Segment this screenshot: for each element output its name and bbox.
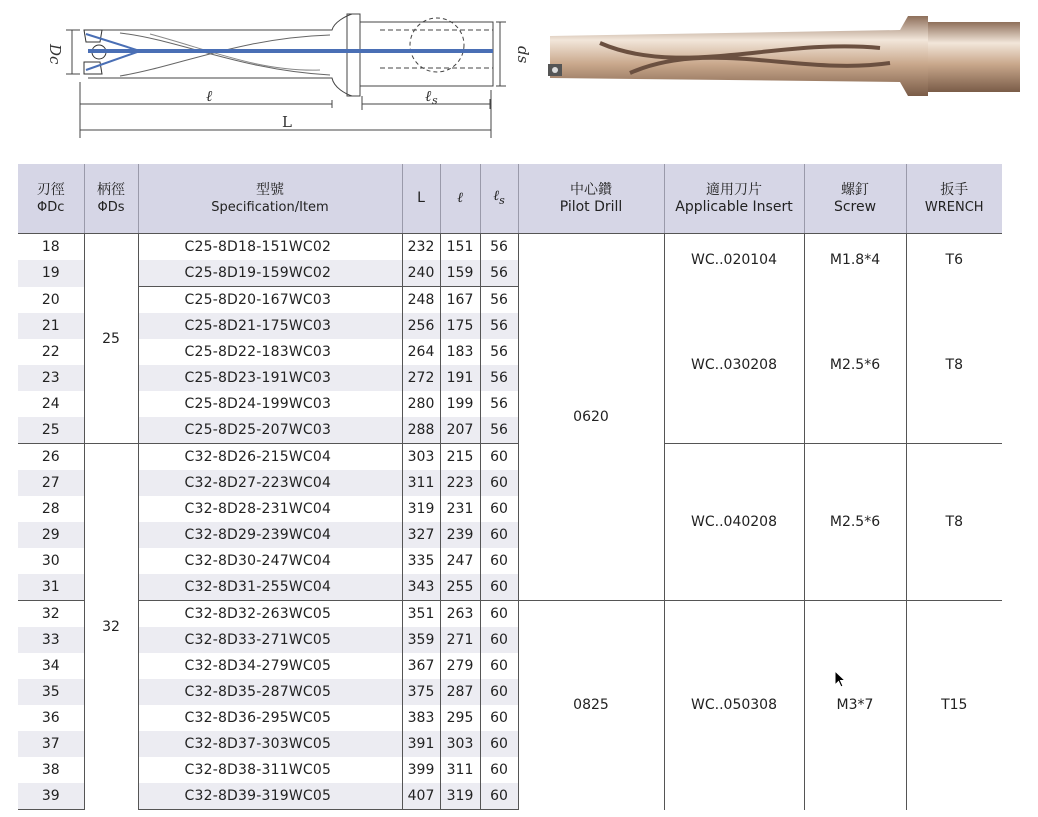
- cell-l: 279: [440, 653, 480, 679]
- table-row: [18, 601, 1002, 628]
- cell-ds: 32: [84, 444, 138, 810]
- cell-insert: WC..040208: [664, 444, 804, 601]
- cell-spec: C32-8D39-319WC05: [138, 783, 402, 810]
- cell-l: 303: [440, 731, 480, 757]
- cell-L: 399: [402, 757, 440, 783]
- cell-ls: 60: [480, 627, 518, 653]
- cell-ls: 56: [480, 260, 518, 287]
- drill-product-photo: [540, 8, 1030, 103]
- cell-spec: C32-8D33-271WC05: [138, 627, 402, 653]
- cell-wrench: T6: [906, 234, 1002, 287]
- ls-dim-sub: s: [432, 94, 438, 107]
- cell-spec: C25-8D23-191WC03: [138, 365, 402, 391]
- header-screw: 螺釘 Screw: [804, 164, 906, 234]
- table-row: [18, 444, 1002, 471]
- cell-ls: 60: [480, 601, 518, 628]
- cell-dc: 28: [41, 501, 60, 517]
- cell-insert: WC..050308: [664, 601, 804, 810]
- cell-l: 183: [440, 339, 480, 365]
- cell-L: 335: [402, 548, 440, 574]
- cell-ls: 60: [480, 731, 518, 757]
- cell-ls: 56: [480, 287, 518, 314]
- cell-dc: 20: [41, 291, 60, 308]
- cell-ls: 60: [480, 574, 518, 601]
- cell-l: 271: [440, 627, 480, 653]
- cell-pilot: 0620: [518, 234, 664, 601]
- cell-spec: C32-8D26-215WC04: [138, 444, 402, 471]
- cell-dc: 33: [18, 627, 84, 653]
- table-row: [18, 287, 1002, 314]
- cell-l: 247: [440, 548, 480, 574]
- cell-spec: C32-8D30-247WC04: [138, 548, 402, 574]
- L-dim-label: L: [282, 113, 292, 131]
- cell-spec: C25-8D20-167WC03: [138, 287, 402, 314]
- cell-l: 191: [440, 365, 480, 391]
- cell-screw: M2.5*6: [804, 444, 906, 601]
- cell-l: 231: [440, 496, 480, 522]
- header-wrench: 扳手 WRENCH: [906, 164, 1002, 234]
- cell-dc: 34: [41, 658, 60, 674]
- cell-insert: WC..030208: [664, 287, 804, 444]
- header-spec: 型號 Specification/Item: [138, 164, 402, 234]
- cell-spec: C25-8D19-159WC02: [138, 260, 402, 287]
- cell-L: 391: [402, 731, 440, 757]
- cell-L: 311: [402, 470, 440, 496]
- cell-spec: C25-8D25-207WC03: [138, 417, 402, 444]
- cell-ls: 60: [480, 705, 518, 731]
- cell-ls: 56: [480, 365, 518, 391]
- cell-dc: 30: [41, 553, 60, 569]
- cell-L: 303: [402, 444, 440, 471]
- cell-ls: 60: [480, 470, 518, 496]
- cell-L: 327: [402, 522, 440, 548]
- cell-dc: 37: [18, 731, 84, 757]
- cell-l: 223: [440, 470, 480, 496]
- cell-l: 199: [440, 391, 480, 417]
- header-insert: 適用刀片 Applicable Insert: [664, 164, 804, 234]
- cell-insert: WC..020104: [664, 234, 804, 287]
- cell-spec: C32-8D27-223WC04: [138, 470, 402, 496]
- cell-ls: 60: [480, 522, 518, 548]
- header-l: ℓ: [440, 164, 480, 234]
- cell-l: 295: [440, 705, 480, 731]
- cell-dc: 24: [41, 396, 60, 412]
- cell-spec: C25-8D18-151WC02: [138, 234, 402, 261]
- cell-dc: 38: [41, 762, 60, 778]
- ds-dim-label: ds: [514, 46, 532, 64]
- cell-screw: M1.8*4: [804, 234, 906, 287]
- cell-ls: 56: [480, 339, 518, 365]
- cell-L: 256: [402, 313, 440, 339]
- cell-dc: 18: [41, 239, 60, 255]
- cell-pilot: 0825: [518, 601, 664, 810]
- cell-ds: 25: [84, 234, 138, 444]
- cell-L: 232: [402, 234, 440, 261]
- cell-L: 240: [402, 260, 440, 287]
- cell-L: 272: [402, 365, 440, 391]
- cell-l: 263: [440, 601, 480, 628]
- cell-l: 239: [440, 522, 480, 548]
- cell-l: 175: [440, 313, 480, 339]
- cell-spec: C32-8D32-263WC05: [138, 601, 402, 628]
- cell-spec: C25-8D24-199WC03: [138, 391, 402, 417]
- cell-dc: 36: [41, 710, 60, 726]
- cell-L: 264: [402, 339, 440, 365]
- l-dim-label: ℓ: [206, 87, 213, 105]
- cell-L: 351: [402, 601, 440, 628]
- cell-dc: 39: [18, 783, 84, 810]
- cell-ls: 60: [480, 496, 518, 522]
- ls-dim-label: ℓ: [425, 87, 432, 105]
- cell-l: 215: [440, 444, 480, 471]
- header-L: L: [402, 164, 440, 234]
- cell-spec: C32-8D29-239WC04: [138, 522, 402, 548]
- cell-spec: C32-8D37-303WC05: [138, 731, 402, 757]
- cell-l: 207: [440, 417, 480, 444]
- cell-ls: 60: [480, 757, 518, 783]
- cell-wrench: T15: [906, 601, 1002, 810]
- table-row: [18, 234, 1002, 261]
- cell-ls: 60: [480, 679, 518, 705]
- cell-dc: 31: [18, 574, 84, 601]
- header-dc: 刃徑 ΦDc: [18, 164, 84, 234]
- drill-dimension-drawing: [0, 0, 535, 150]
- cell-L: 319: [402, 496, 440, 522]
- cell-dc: 22: [41, 344, 60, 360]
- cell-L: 375: [402, 679, 440, 705]
- cell-ls: 60: [480, 548, 518, 574]
- header-pilot: 中心鑽 Pilot Drill: [518, 164, 664, 234]
- cell-spec: C32-8D34-279WC05: [138, 653, 402, 679]
- cell-dc: 21: [18, 313, 84, 339]
- cell-l: 319: [440, 783, 480, 810]
- cell-l: 287: [440, 679, 480, 705]
- cell-L: 367: [402, 653, 440, 679]
- cell-L: 280: [402, 391, 440, 417]
- cell-l: 151: [440, 234, 480, 261]
- cell-ls: 56: [480, 417, 518, 444]
- cell-l: 159: [440, 260, 480, 287]
- cell-ls: 56: [480, 391, 518, 417]
- cell-ls: 60: [480, 783, 518, 810]
- cell-spec: C32-8D38-311WC05: [138, 757, 402, 783]
- cell-dc: 32: [18, 601, 84, 628]
- mouse-pointer-icon: [834, 670, 848, 690]
- cell-ls: 56: [480, 313, 518, 339]
- cell-wrench: T8: [906, 444, 1002, 601]
- cell-L: 407: [402, 783, 440, 810]
- cell-ls: 60: [480, 444, 518, 471]
- cell-spec: C25-8D22-183WC03: [138, 339, 402, 365]
- cell-screw: M2.5*6: [804, 287, 906, 444]
- cell-L: 359: [402, 627, 440, 653]
- cell-spec: C32-8D28-231WC04: [138, 496, 402, 522]
- header-ds: 柄徑 ΦDs: [84, 164, 138, 234]
- spec-table: [18, 164, 1002, 810]
- cell-L: 248: [402, 287, 440, 314]
- cell-spec: C32-8D31-255WC04: [138, 574, 402, 601]
- cell-ls: 60: [480, 653, 518, 679]
- cell-L: 383: [402, 705, 440, 731]
- cell-dc: 25: [18, 417, 84, 444]
- table-body: [18, 234, 1002, 810]
- cell-spec: C25-8D21-175WC03: [138, 313, 402, 339]
- cell-dc: 26: [18, 444, 84, 471]
- cell-dc: 35: [18, 679, 84, 705]
- cell-dc: 27: [18, 470, 84, 496]
- cell-ls: 56: [480, 234, 518, 261]
- dc-dim-label: Dc: [46, 44, 64, 65]
- cell-L: 343: [402, 574, 440, 601]
- cell-l: 255: [440, 574, 480, 601]
- header-ls: ℓ$_s$: [480, 164, 518, 234]
- table-header-row: [18, 164, 1002, 234]
- cell-spec: C32-8D35-287WC05: [138, 679, 402, 705]
- cell-screw: M3*7: [804, 601, 906, 810]
- cell-l: 167: [440, 287, 480, 314]
- cell-l: 311: [440, 757, 480, 783]
- cell-dc: 23: [18, 365, 84, 391]
- cell-L: 288: [402, 417, 440, 444]
- cell-spec: C32-8D36-295WC05: [138, 705, 402, 731]
- cell-dc: 19: [18, 260, 84, 287]
- cell-wrench: T8: [906, 287, 1002, 444]
- cell-dc: 29: [18, 522, 84, 548]
